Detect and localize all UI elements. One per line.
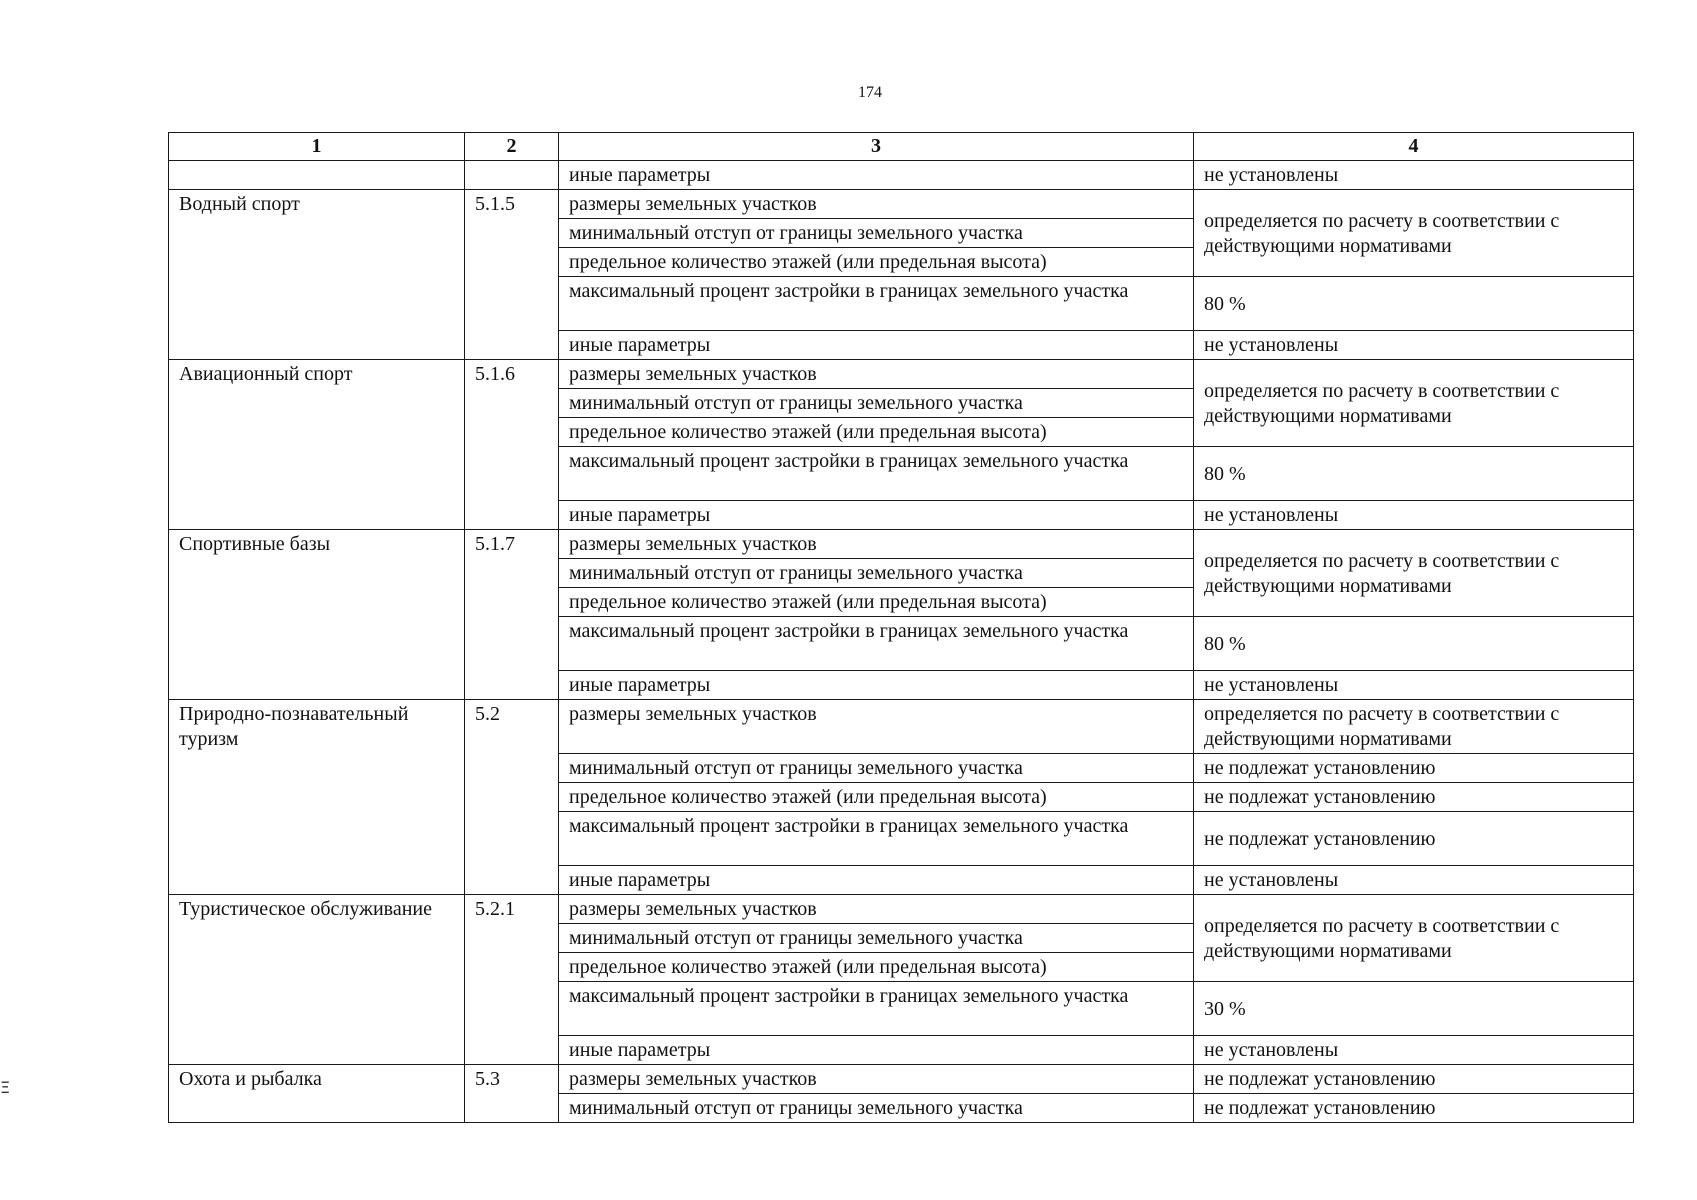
param-name: минимальный отступ от границы земельного участка [559, 389, 1194, 418]
param-value: не установлены [1194, 1036, 1634, 1065]
param-value: не установлены [1194, 161, 1634, 190]
param-name: иные параметры [559, 161, 1194, 190]
use-name-cell: Водный спорт [169, 190, 465, 360]
param-value: не подлежат установлению [1194, 812, 1634, 866]
param-name: предельное количество этажей (или предельная высота) [559, 248, 1194, 277]
param-value: не подлежат установлению [1194, 783, 1634, 812]
use-code-cell: 5.2.1 [465, 895, 559, 1065]
param-name: предельное количество этажей (или предельная высота) [559, 783, 1194, 812]
param-value: не подлежат установлению [1194, 1094, 1634, 1123]
table-row [169, 700, 1634, 754]
use-code-cell: 5.3 [465, 1065, 559, 1123]
param-name: минимальный отступ от границы земельного участка [559, 924, 1194, 953]
param-value: 80 % [1194, 617, 1634, 671]
param-name: размеры земельных участков [559, 895, 1194, 924]
param-value: не установлены [1194, 866, 1634, 895]
param-value: 30 % [1194, 982, 1634, 1036]
param-value: не подлежат установлению [1194, 1065, 1634, 1094]
param-name: минимальный отступ от границы земельного участка [559, 559, 1194, 588]
use-code-cell [465, 161, 559, 190]
param-name: максимальный процент застройки в границах земельного участка [559, 447, 1194, 501]
param-value: определяется по расчету в соответствии с действующими нормативами [1194, 530, 1634, 617]
param-name: максимальный процент застройки в границах земельного участка [559, 812, 1194, 866]
param-name: минимальный отступ от границы земельного участка [559, 219, 1194, 248]
param-value: определяется по расчету в соответствии с действующими нормативами [1194, 360, 1634, 447]
page-number: 174 [858, 84, 882, 101]
margin-mark: Ξ [0, 1078, 11, 1097]
param-value: не установлены [1194, 671, 1634, 700]
param-name: минимальный отступ от границы земельного участка [559, 1094, 1194, 1123]
param-name: предельное количество этажей (или предельная высота) [559, 588, 1194, 617]
param-name: иные параметры [559, 331, 1194, 360]
param-name: иные параметры [559, 866, 1194, 895]
regulations-table [168, 132, 1634, 1123]
param-value: не установлены [1194, 331, 1634, 360]
param-name: иные параметры [559, 1036, 1194, 1065]
param-value: определяется по расчету в соответствии с действующими нормативами [1194, 190, 1634, 277]
param-name: размеры земельных участков [559, 360, 1194, 389]
param-value: не установлены [1194, 501, 1634, 530]
param-name: иные параметры [559, 671, 1194, 700]
use-name-cell: Туристическое обслуживание [169, 895, 465, 1065]
use-code-cell: 5.2 [465, 700, 559, 895]
header-col-4: 4 [1194, 133, 1634, 161]
param-name: размеры земельных участков [559, 1065, 1194, 1094]
param-name: предельное количество этажей (или предельная высота) [559, 418, 1194, 447]
table-row [169, 530, 1634, 559]
param-value: 80 % [1194, 447, 1634, 501]
table-row [169, 1065, 1634, 1094]
header-col-1: 1 [169, 133, 465, 161]
use-name-cell: Спортивные базы [169, 530, 465, 700]
param-name: максимальный процент застройки в границах земельного участка [559, 982, 1194, 1036]
header-row [169, 133, 1634, 161]
table-row [169, 360, 1634, 389]
use-code-cell: 5.1.6 [465, 360, 559, 530]
table-row [169, 190, 1634, 219]
use-code-cell: 5.1.7 [465, 530, 559, 700]
use-code-cell: 5.1.5 [465, 190, 559, 360]
param-name: размеры земельных участков [559, 530, 1194, 559]
use-name-cell: Охота и рыбалка [169, 1065, 465, 1123]
param-value: определяется по расчету в соответствии с действующими нормативами [1194, 895, 1634, 982]
param-value: не подлежат установлению [1194, 754, 1634, 783]
param-value: 80 % [1194, 277, 1634, 331]
param-name: максимальный процент застройки в границах земельного участка [559, 277, 1194, 331]
table-row [169, 161, 1634, 190]
param-name: размеры земельных участков [559, 190, 1194, 219]
header-col-2: 2 [465, 133, 559, 161]
param-name: предельное количество этажей (или предельная высота) [559, 953, 1194, 982]
param-name: иные параметры [559, 501, 1194, 530]
param-value: определяется по расчету в соответствии с действующими нормативами [1194, 700, 1634, 754]
header-col-3: 3 [559, 133, 1194, 161]
use-name-cell: Природно-познавательный туризм [169, 700, 465, 895]
use-name-cell [169, 161, 465, 190]
param-name: минимальный отступ от границы земельного участка [559, 754, 1194, 783]
use-name-cell: Авиационный спорт [169, 360, 465, 530]
param-name: размеры земельных участков [559, 700, 1194, 754]
param-name: максимальный процент застройки в границах земельного участка [559, 617, 1194, 671]
table-row [169, 895, 1634, 924]
